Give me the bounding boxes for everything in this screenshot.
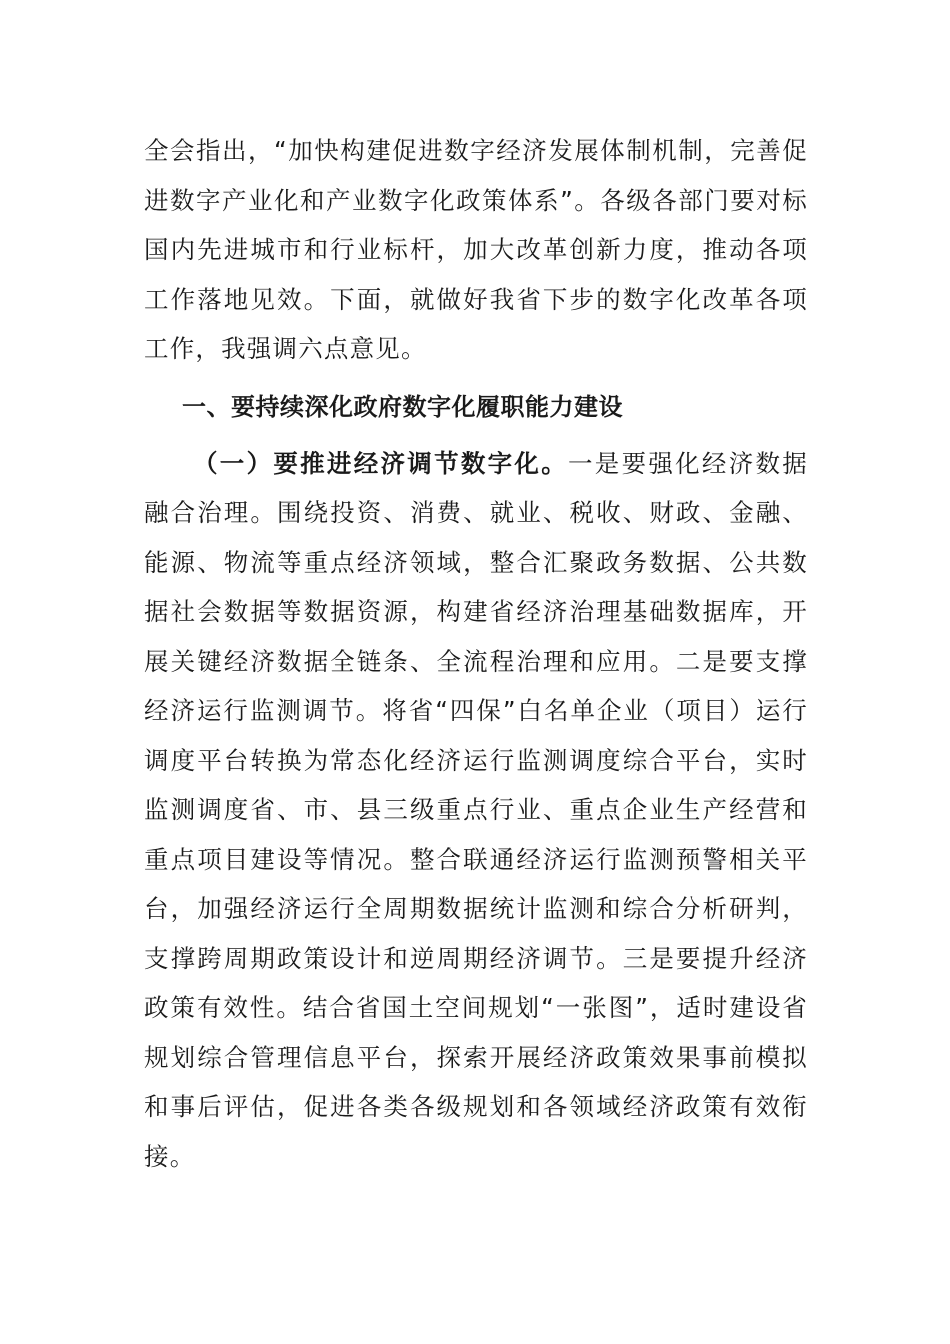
document-page	[144, 126, 808, 1181]
intro-paragraph: 全会指出，“加快构建促进数字经济发展体制机制，完善促进数字产业化和产业数字化政策体系”。各级各部门要对标国内先进城市和行业标杆，加大改革创新力度，推动各项工作落地见效。下面，就做好我省下步的数字化改革各项工作，我强调六点意见。	[144, 136, 808, 363]
subsection-title: （一）要推进经济调节数字化。	[193, 448, 568, 478]
section-heading: 一、要持续深化政府数字化履职能力建设	[182, 392, 623, 421]
section-paragraph	[144, 439, 808, 1182]
subsection-body: 一是要强化经济数据融合治理。围绕投资、消费、就业、税收、财政、金融、能源、物流等重点经济领域，整合汇聚政务数据、公共数据社会数据等数据资源，构建省经济治理基础数据库，开展关键经济数据全链条、全流程治理和应用。二是要支撑经济运行监测调节。将省“四保”白名单企业（项目）运行调度平台转换为常态化经济运行监测调度综合平台，实时监测调度省、市、县三级重点行业、重点企业生产经营和重点项目建设等情况。整合联通经济运行监测预警相关平台，加强经济运行全周期数据统计监测和综合分析研判，支撑跨周期政策设计和逆周期经济调节。三是要提升经济政策有效性。结合省国土空间规划“一张图”，适时建设省规划综合管理信息平台，探索开展经济政策效果事前模拟和事后评估，促进各类各级规划和各领域经济政策有效衔接。	[144, 448, 808, 1171]
